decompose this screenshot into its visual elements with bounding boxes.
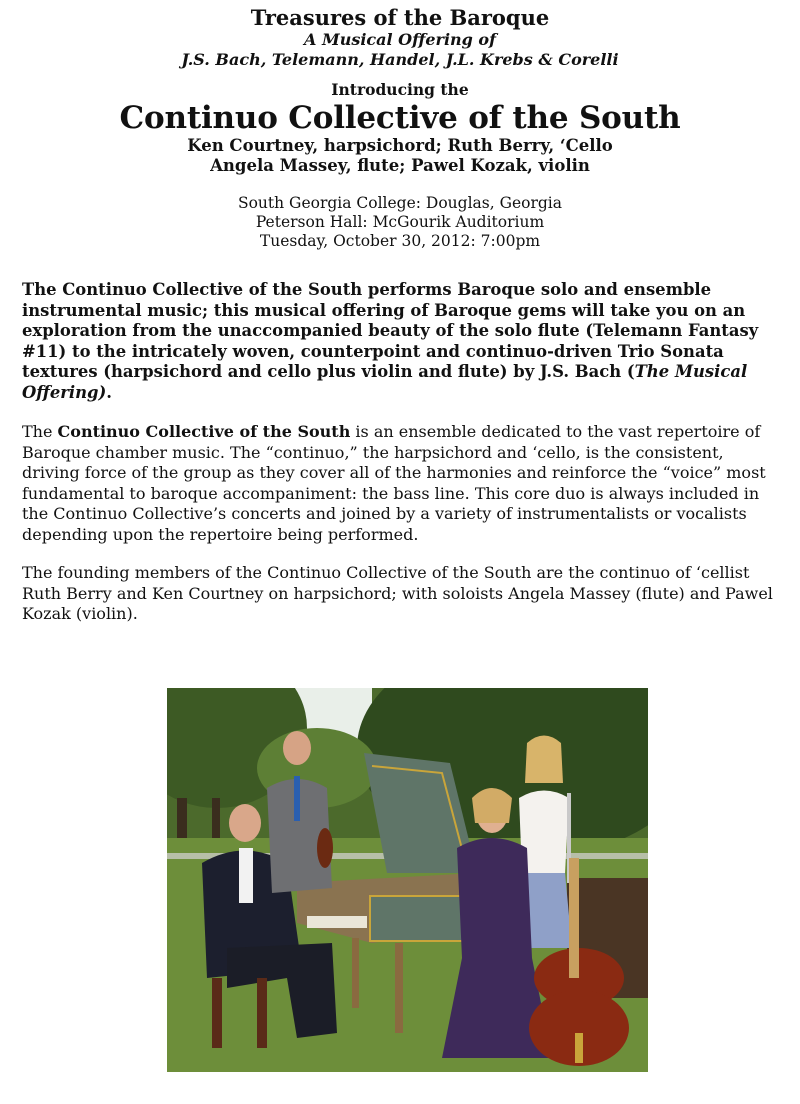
- event-subtitle-composers: J.S. Bach, Telemann, Handel, J.L. Krebs & Corelli: [181, 50, 619, 69]
- members-line1: Ken Courtney, harpsichord; Ruth Berry, ‘Cello: [187, 136, 613, 155]
- ensemble-name: Continuo Collective of the South: [119, 100, 681, 136]
- p1-italic-title: The Musical Offering): [22, 362, 748, 402]
- venue-hall: Peterson Hall: McGourik Auditorium: [255, 213, 545, 231]
- description-paragraph-2: [22, 422, 782, 545]
- p2-lead: The: [22, 422, 58, 441]
- venue-block: [0, 194, 800, 251]
- event-datetime: Tuesday, October 30, 2012: 7:00pm: [259, 232, 541, 250]
- event-title: Treasures of the Baroque: [250, 5, 550, 30]
- p2-ensemble-name: Continuo Collective of the South: [57, 422, 351, 441]
- p1-end: .: [106, 382, 112, 402]
- p2-text: is an ensemble dedicated to the vast repertoire of Baroque chamber music. The “continuo,” the harpsichord and ‘cello, is the consistent, driving force of the group as they cover all of the harmonies and reinforce the “voice” most fundamental to baroque accompaniment: the bass line. This core duo is always included in the Continuo Collective’s concerts and joined by a variety of instrumentalists or vocalists depending upon the repertoire being performed.: [22, 422, 766, 544]
- venue-location: South Georgia College: Douglas, Georgia: [237, 194, 563, 212]
- description-paragraph-1: [22, 280, 782, 403]
- intro-text: Introducing the: [331, 80, 469, 99]
- flyer-header: [0, 6, 800, 251]
- description-paragraph-3: [22, 563, 782, 625]
- event-subtitle-line1: A Musical Offering of: [304, 30, 496, 49]
- p3-text: The founding members of the Continuo Collective of the South are the continuo of ‘cellist Ruth Berry and Ken Courtney on harpsichord; with soloists Angela Massey (flute) and Pawel Kozak (violin).: [22, 563, 773, 623]
- ensemble-photo: [167, 688, 648, 1072]
- members-line2: Angela Massey, flute; Pawel Kozak, violin: [210, 156, 590, 175]
- p1-text: The Continuo Collective of the South performs Baroque solo and ensemble instrumental music; this musical offering of Baroque gems will take you on an exploration from the unaccompanied beauty of the solo flute (Telemann Fantasy #11) to the intricately woven, counterpoint and continuo-driven Trio Sonata textures (harpsichord and cello plus violin and flute) by J.S. Bach (: [22, 280, 759, 381]
